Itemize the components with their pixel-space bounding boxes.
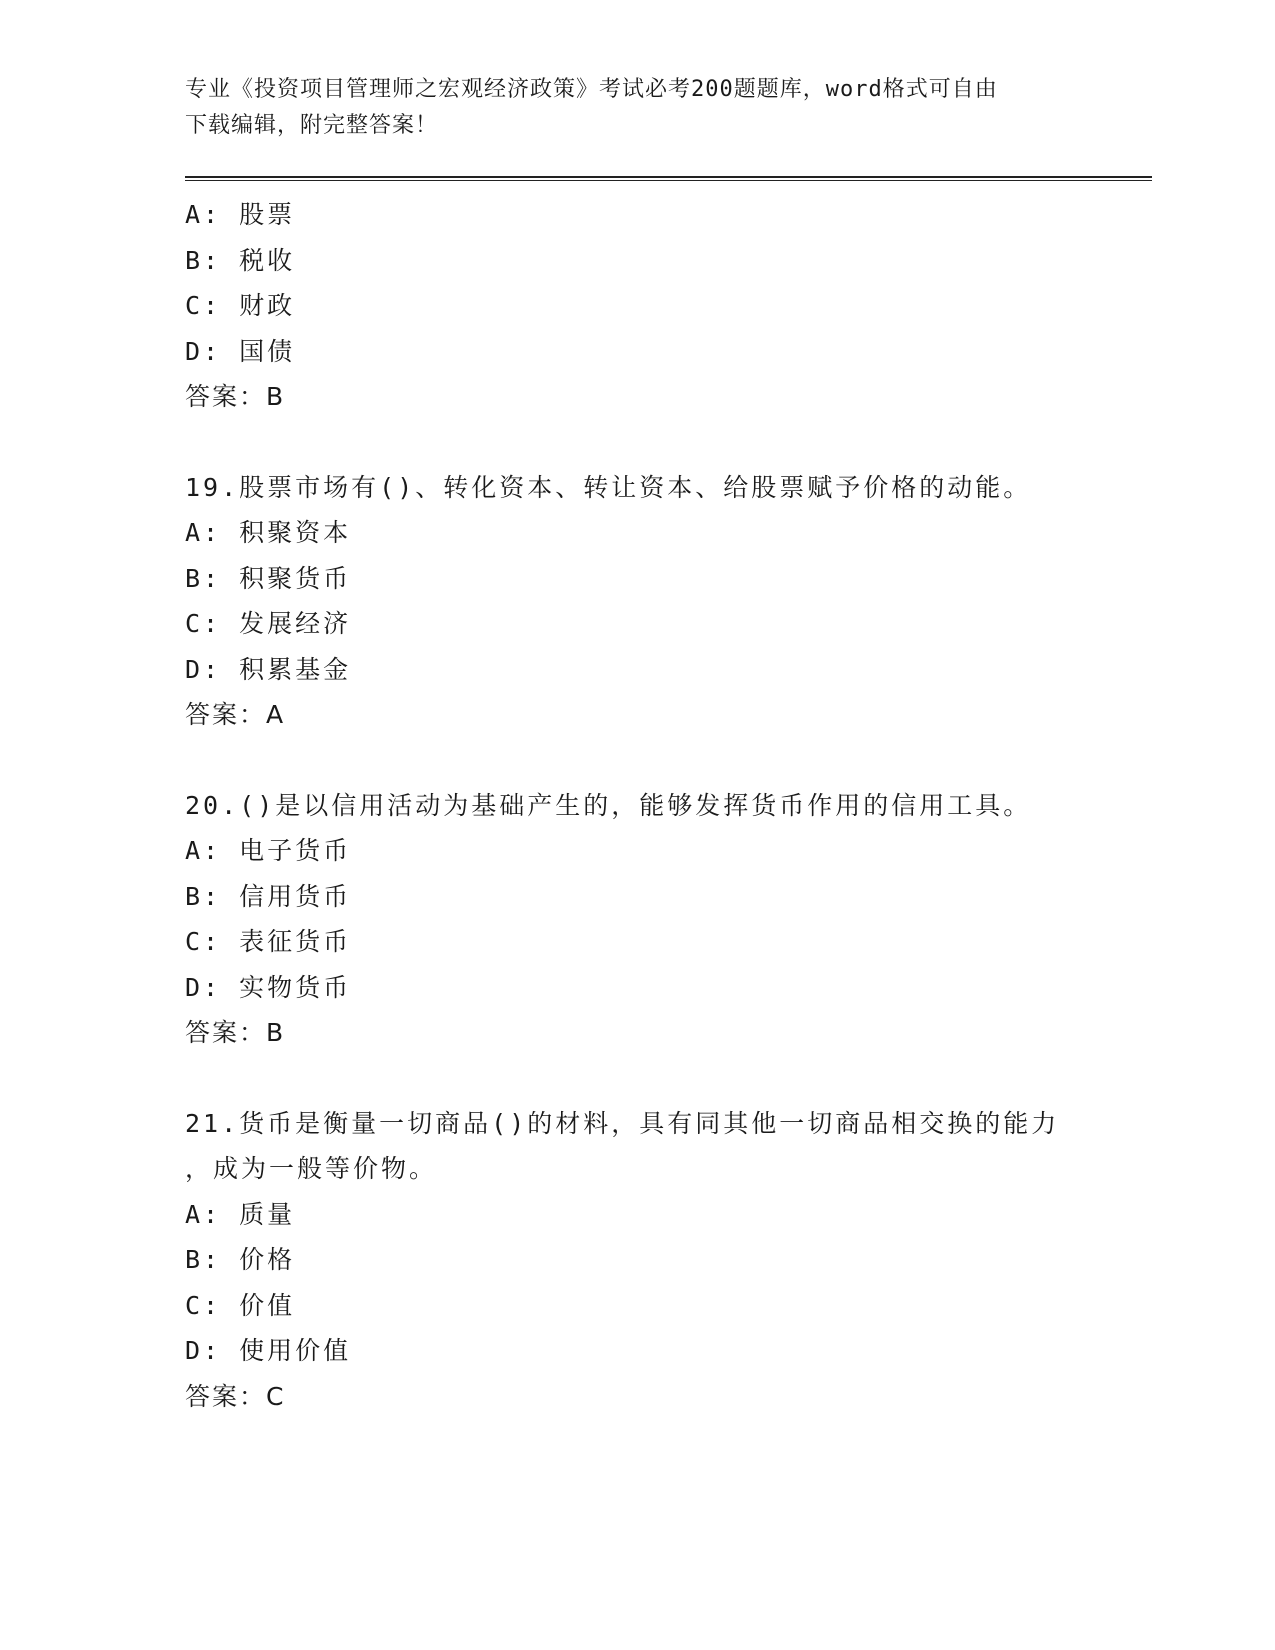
option-b: B: 价格: [185, 1245, 296, 1274]
answer: 答案：B: [185, 382, 286, 411]
question-stem: 19.股票市场有()、转化资本、转让资本、给股票赋予价格的动能。: [185, 472, 1032, 502]
option-d: D: 积累基金: [185, 654, 352, 684]
question-stem: 20.()是以信用活动为基础产生的，能够发挥货币作用的信用工具。: [185, 790, 1032, 820]
option-c: C: 价值: [185, 1290, 296, 1320]
answer: 答案：C: [185, 1381, 286, 1411]
document-header: [185, 72, 1085, 144]
question-stem: 21.货币是衡量一切商品()的材料，具有同其他一切商品相交换的能力: [185, 1108, 1060, 1138]
question-18-continued: [185, 192, 1185, 420]
answer: 答案：A: [185, 700, 286, 729]
spacer: [185, 420, 1185, 465]
question-19: [185, 465, 1185, 738]
option-c: C: 财政: [185, 291, 296, 320]
answer: 答案：B: [185, 1018, 286, 1047]
spacer: [185, 1056, 1185, 1101]
option-c: C: 发展经济: [185, 609, 352, 638]
option-b: B: 税收: [185, 245, 296, 275]
option-a: A: 电子货币: [185, 836, 352, 865]
header-line-1: 专业《投资项目管理师之宏观经济政策》考试必考200题题库，word格式可自由: [185, 77, 998, 102]
question-20: [185, 783, 1185, 1056]
option-d: D: 国债: [185, 336, 296, 366]
option-d: D: 使用价值: [185, 1336, 352, 1365]
header-divider: [185, 176, 1152, 181]
question-21: [185, 1101, 1185, 1420]
spacer: [185, 738, 1185, 783]
option-b: B: 信用货币: [185, 881, 352, 911]
question-stem-continued: ，成为一般等价物。: [185, 1154, 438, 1183]
option-a: A: 质量: [185, 1199, 296, 1229]
header-line-2: 下载编辑，附完整答案！: [185, 113, 439, 138]
option-a: A: 积聚资本: [185, 518, 352, 547]
option-b: B: 积聚货币: [185, 563, 352, 593]
option-d: D: 实物货币: [185, 972, 352, 1002]
option-c: C: 表征货币: [185, 927, 352, 956]
option-a: A: 股票: [185, 200, 296, 229]
question-list: [185, 192, 1185, 1419]
